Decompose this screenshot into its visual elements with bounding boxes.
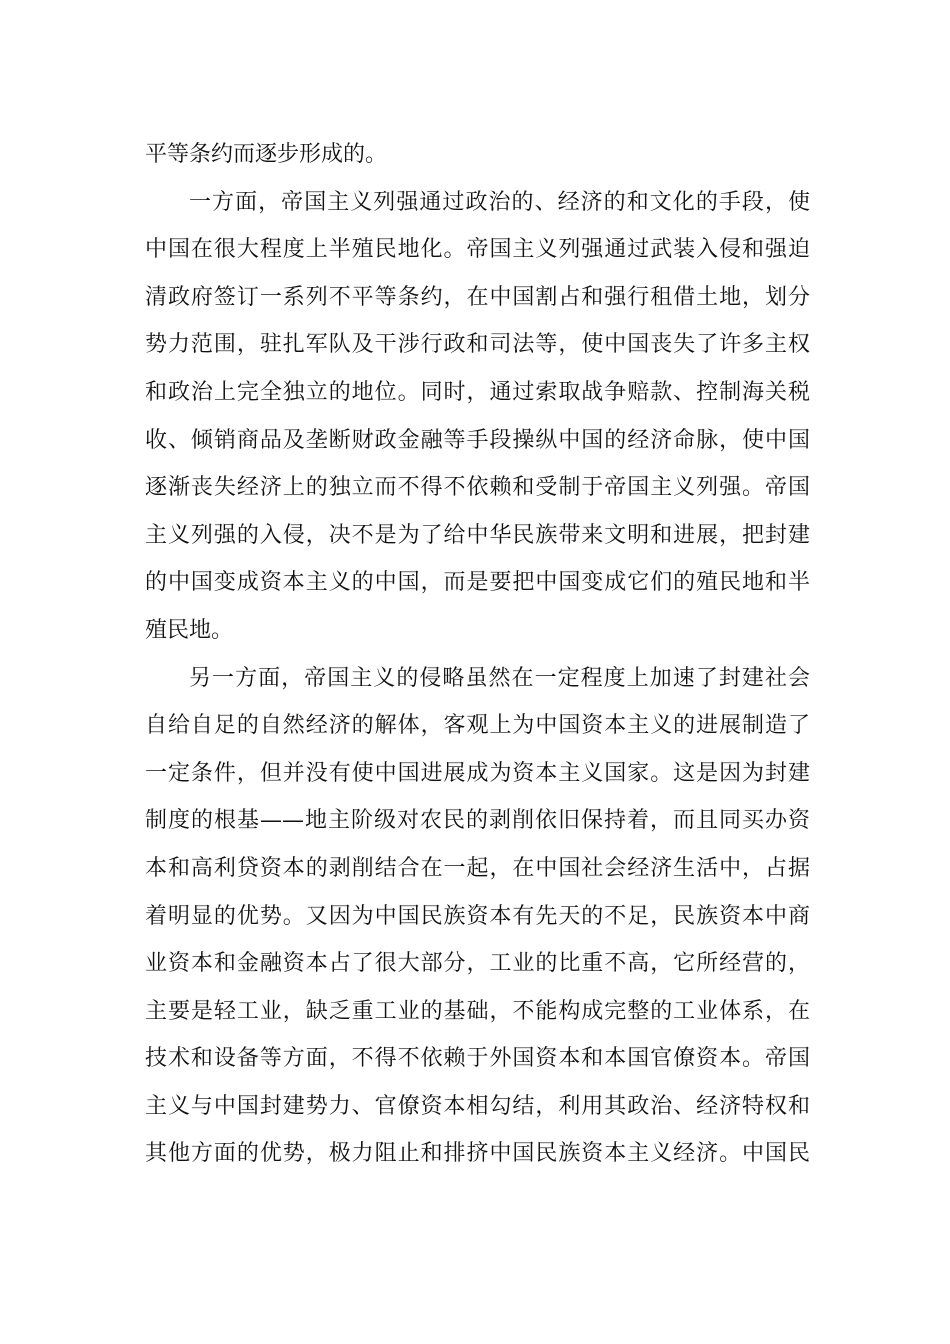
paragraph-first-line: 一方面，帝国主义列强通过政治的、经济的和文化的手段，使 xyxy=(189,189,810,215)
text-line: 主义与中国封建势力、官僚资本相勾结，利用其政治、经济特权和 xyxy=(145,1093,810,1119)
text-line: 的中国变成资本主义的中国，而是要把中国变成它们的殖民地和半 xyxy=(145,570,810,596)
text-line: 本和高利贷资本的剥削结合在一起，在中国社会经济生活中，占据 xyxy=(145,855,810,881)
text-line: 业资本和金融资本占了很大部分，工业的比重不高，它所经营的， xyxy=(145,951,810,977)
text-line: 技术和设备等方面，不得不依赖于外国资本和本国官僚资本。帝国 xyxy=(145,1046,810,1072)
text-line: 主义列强的入侵，决不是为了给中华民族带来文明和进展，把封建 xyxy=(145,522,810,548)
body-text xyxy=(145,131,810,1178)
text-line: 收、倾销商品及垄断财政金融等手段操纵中国的经济命脉，使中国 xyxy=(145,427,810,453)
text-line: 着明显的优势。又因为中国民族资本有先天的不足，民族资本中商 xyxy=(145,903,810,929)
text-line: 中国在很大程度上半殖民地化。帝国主义列强通过武装入侵和强迫 xyxy=(145,237,810,263)
text-line: 自给自足的自然经济的解体，客观上为中国资本主义的进展制造了 xyxy=(145,713,810,739)
text-line: 其他方面的优势，极力阻止和排挤中国民族资本主义经济。中国民 xyxy=(145,1141,810,1167)
text-line: 逐渐丧失经济上的独立而不得不依赖和受制于帝国主义列强。帝国 xyxy=(145,475,810,501)
text-line: 清政府签订一系列不平等条约，在中国割占和强行租借土地，划分 xyxy=(145,284,810,310)
paragraph-first-line: 另一方面，帝国主义的侵略虽然在一定程度上加速了封建社会 xyxy=(189,665,810,691)
text-line: 一定条件，但并没有使中国进展成为资本主义国家。这是因为封建 xyxy=(145,760,810,786)
text-line: 主要是轻工业，缺乏重工业的基础，不能构成完整的工业体系，在 xyxy=(145,998,810,1024)
text-line: 殖民地。 xyxy=(145,617,234,643)
text-line: 平等条约而逐步形成的。 xyxy=(145,142,388,167)
text-line: 制度的根基——地主阶级对农民的剥削依旧保持着，而且同买办资 xyxy=(145,808,810,834)
text-line: 势力范围，驻扎军队及干涉行政和司法等，使中国丧失了许多主权 xyxy=(145,332,810,358)
text-line: 和政治上完全独立的地位。同时，通过索取战争赔款、控制海关税 xyxy=(145,379,810,405)
